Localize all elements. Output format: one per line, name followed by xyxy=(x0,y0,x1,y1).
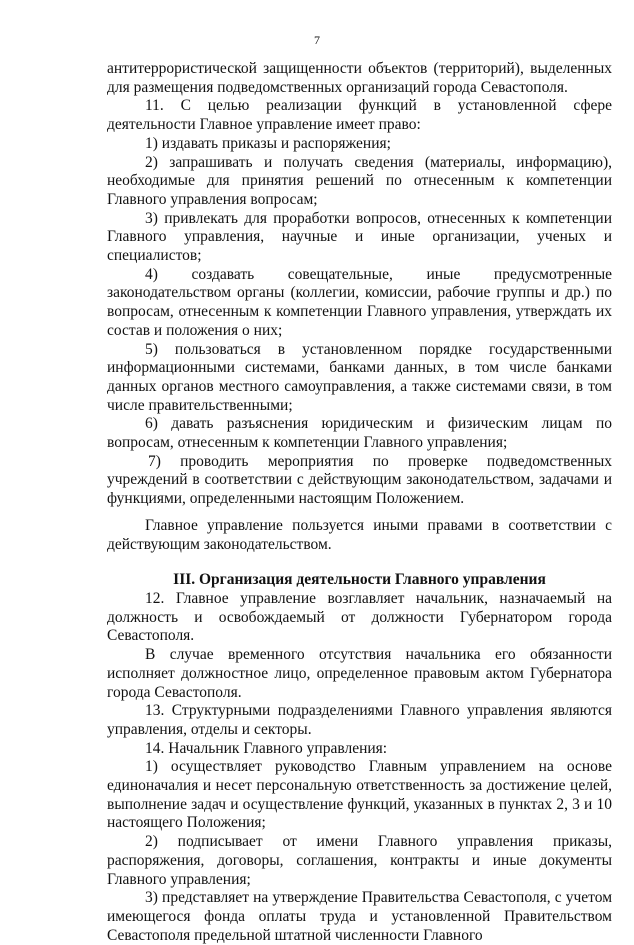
list-item-rights-7: 7) проводить мероприятия по проверке подведомственных учреждений в соответствии с действующим законодательством, задачами и функциями, определенными настоящим Положением. xyxy=(107,452,612,508)
paragraph-temporary-absence: В случае временного отсутствия начальника его обязанности исполняет должностное лицо, определенное правовым актом Губернатора города Севастополя. xyxy=(107,646,612,701)
paragraph-item-13: 13. Структурными подразделениями Главного управления являются управления, отделы и секторы. xyxy=(107,702,612,738)
list-item-rights-1: 1) издавать приказы и распоряжения; xyxy=(145,134,391,152)
list-item-head-1: 1) осуществляет руководство Главным управлением на основе единоначалия и несет персональную ответственность за достижение целей, выполнение задач и осуществление функций, указанных в пунктах 2, 3 и 10 настоящего Положения; xyxy=(107,758,612,832)
document-body xyxy=(107,60,612,945)
list-item-rights-2: 2) запрашивать и получать сведения (материалы, информацию), необходимые для принятия решений по отнесенным к компетенции Главного управления вопросам; xyxy=(107,153,612,208)
list-item-head-2: 2) подписывает от имени Главного управления приказы, распоряжения, договоры, соглашения, контракты и иные документы Главного управления; xyxy=(107,833,612,888)
paragraph-item-14: 14. Начальник Главного управления: xyxy=(145,739,388,757)
list-item-head-3: 3) представляет на утверждение Правительства Севастополя, с учетом имеющегося фонда оплаты труда и установленной Правительством Севастополя предельной штатной численности Главного xyxy=(107,889,612,944)
list-item-rights-6: 6) давать разъяснения юридическим и физическим лицам по вопросам, отнесенным к компетенции Главного управления; xyxy=(107,415,612,452)
paragraph-item-12: 12. Главное управление возглавляет начальник, назначаемый на должность и освобождаемый от должности Губернатором города Севастополя. xyxy=(107,589,612,645)
list-item-rights-5: 5) пользоваться в установленном порядке государственными информационными системами, банками данных, в том числе банками данных органов местного самоуправления, а также системами связи, в том числе правительственными; xyxy=(107,340,612,414)
section-heading: III. Организация деятельности Главного управления xyxy=(173,571,546,589)
list-item-rights-4: 4) создавать совещательные, иные предусмотренные законодательством органы (коллегии, комиссии, рабочие группы и др.) по вопросам, отнесенным к компетенции Главного управления, утверждать их состав и положения о них; xyxy=(107,265,612,339)
paragraph-item-11: 11. С целью реализации функций в установленной сфере деятельности Главное управление имеет право: xyxy=(107,97,612,134)
page-number: 7 xyxy=(314,33,320,47)
paragraph-other-rights: Главное управление пользуется иными правами в соответствии с действующим законодательством. xyxy=(107,516,612,553)
paragraph-continuation: антитеррористической защищенности объектов (территорий), выделенных для размещения подведомственных организаций города Севастополя. xyxy=(107,60,612,96)
list-item-rights-3: 3) привлекать для проработки вопросов, отнесенных к компетенции Главного управления, научные и иные организации, ученых и специалистов; xyxy=(107,209,612,265)
